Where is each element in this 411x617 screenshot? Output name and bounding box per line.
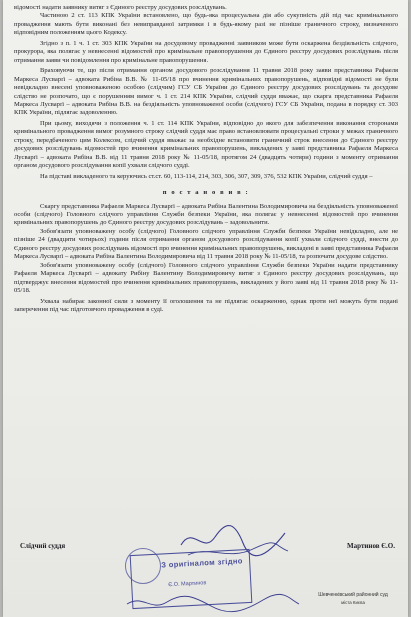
- paragraph: Згідно з п. 1 ч. 1 ст. 303 КПК України на досудовому провадженні заявником може бути оскаржена бездіяльність слідчого, прокурора, яка полягає у невнесенні відомостей про кримінальне правопорушення до Єдиного реєстру досудових розслідувань після отримання заяви чи повідомлення про кримінальне правопорушення.: [14, 39, 398, 64]
- resolution-paragraph: Зобов'язати уповноважену особу (слідчого) Головного слідчого управління Служби безпеки України невідкладно, але не пізніше 24 (двадцяти чотирьох) години після отримання органом досудового розслідування копії ухвали слідчого судді, внести до Єдиного реєстру досудових розслідувань відомості про вчинення кримінальних правопорушень, викладені в заяві представника Рафаеля Маркеса Лусварґі – адвоката Рибіна Валентина Володимировича від 11 травня 2018 року № 11-05/18, та розпочати досудове слідство.: [14, 227, 398, 261]
- paragraph: При цьому, виходячи з положення ч. 1 ст. 114 КПК України, відповідно до якого для забезпечення виконання сторонами кримінального провадження вимог розумного строку слідчий суддя має право встановлювати процесуальні строки у межах граничного строку, передбаченого цим Колексом, слідчий суддя вважає за необхідне встановити граничний строк внесення до Єдиного реєстру досудових розслідувань відомостей про вчинення кримінальних правопорушень, викладених у заяві представника Рафаеля Маркеса Лусварґі – адвоката Рибіна В.В. від 11 травня 2018 року № 11-05/18, протягом 24 (двадцять чотири) години з моменту отримання органом досудового розслідування копії ухвали слідчого судді.: [14, 119, 398, 170]
- resolution-paragraph: Скаргу представника Рафаеля Маркеса Лусварґі – адвоката Рибіна Валентина Володимировича на бездіяльність уповноваженої особи (слідчого) Головного слідчого управління Служби безпеки України, яка полягає у невнесенні відомостей про вчинення кримінальних правопорушень до Єдиного реєстру досудових розслідувань – задовольнити.: [14, 202, 398, 227]
- paragraph: Враховуючи те, що після отримання органом досудового розслідування 11 травня 2018 року заяви представника Рафаеля Маркеса Лусварґі – адвоката Рибіна В.В. № 11-05/18 про вчинення кримінальних правопорушень, відповідні відомості не були невідкладно внесені уповноваженою особою (слідчим) ГСУ СБ України до Єдиного реєстру досудових розслідувань та досудове слідство не розпочато, що є порушенням вимог ч. 1 ст. 214 КПК України, слідчий суддя вважає, що скарга представника Рафаеля Маркеса Лусварґі – адвоката Рибіна В.В. на бездіяльність уповноваженої особи (слідчого) ГСУ СБ України, подана в порядку ст. 303 КПК України, підлягає задоволенню.: [14, 67, 398, 117]
- signature-label: Слідчий суддя: [20, 542, 66, 550]
- stamp-title: З оригіналом згідно: [160, 556, 244, 570]
- paragraph: На підставі викладеного та керуючись ст.ст. 60, 113-114, 214, 303, 306, 307, 309, 376, 532 КПК України, слідчий суддя –: [40, 172, 373, 180]
- resolution-paragraph: Ухвала набирає законної сили з моменту її оголошення та не підлягає оскарженню, однак проти неї можуть бути подані заперечення під час підготовчого провадження в суді.: [14, 297, 398, 313]
- document-body: [14, 4, 398, 314]
- paragraph: Частиною 2 ст. 113 КПК України встановлено, що будь-яка процесуальна дія або сукупність дій під час кримінального провадження мають бути виконані без невиправданої затримки і в будь-якому разі не пізніше граничного строку, визначеного відповідним положенням цього Кодексу.: [14, 12, 398, 37]
- resolution-paragraph: Зобов'язати уповноважену особу (слідчого) Головного слідчого управління Служби безпеки України надати представнику Рафаеля Маркеса Лусварґі – адвокату Рибіну Валентину Володимировичу витяг з Єдиного реєстру досудових розслідувань, що підтверджує внесення відомостей про вчинення кримінальних правопорушень, викладених у його заяві від 11 травня 2018 року № 11-05/18.: [14, 261, 398, 295]
- signature-row: [20, 542, 395, 556]
- court-stamp-line1: Шевченківський районний суд: [318, 592, 388, 598]
- court-stamp-line2: міста Києва: [341, 600, 365, 605]
- document-page: [3, 0, 408, 617]
- judge-name: Мартинов Є.О.: [347, 542, 395, 550]
- handwritten-note: [123, 590, 303, 616]
- paragraph: відомості надати заявнику витяг з Єдиного реєстру досудових розслідувань.: [14, 4, 227, 11]
- resolution-heading: п о с т а н о в и в :: [162, 189, 250, 197]
- stamp-name: Є.О. Мартинов: [168, 580, 207, 589]
- court-stamp: [303, 592, 403, 614]
